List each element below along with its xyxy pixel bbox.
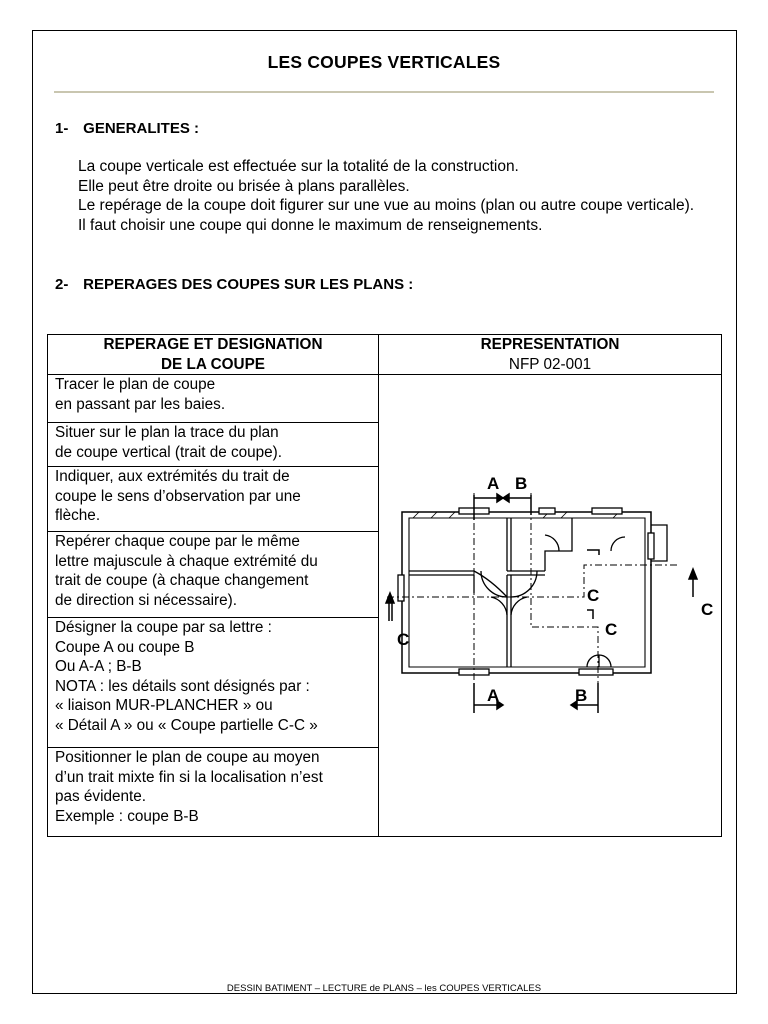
cell-line: d’un trait mixte fin si la localisation n’est [55,768,323,786]
cell-line: Coupe A ou coupe B [55,638,195,656]
table-header-row [48,335,722,375]
header-line: DE LA COUPE [161,355,265,373]
cell-line: coupe le sens d’observation par une [55,487,301,505]
page-footer: DESSIN BATIMENT – LECTURE de PLANS – les COUPES VERTICALES [226,983,542,994]
cell-line: Ou A-A ; B-B [55,658,142,675]
section-1-heading [55,120,199,137]
cell-line: Exemple : coupe B-B [55,807,199,825]
plan-label-c-mid-top: C [587,586,600,605]
reference-table [47,334,722,837]
cell-line: Situer sur le plan la trace du plan [55,424,279,441]
table-cell [48,618,379,748]
table-cell [48,532,379,618]
section-1-title: GENERALITES : [83,120,200,137]
cell-line: Tracer le plan de coupe [55,376,216,393]
plan-label-c-right: C [701,600,714,619]
cell-line: NOTA : les détails sont désignés par : [55,677,310,695]
section-1-body [78,157,723,235]
representation-cell [379,375,722,837]
table-row [48,375,722,423]
plan-label-b-top: B [515,474,528,493]
plan-label-c-left: C [397,630,410,649]
cell-line: flèche. [55,507,101,524]
section-1-number: 1- [55,120,69,137]
table-cell [48,748,379,837]
cell-line: Indiquer, aux extrémités du trait de [55,468,290,485]
header-line: REPRESENTATION [480,336,620,353]
table-cell [48,423,379,467]
cell-line: de direction si nécessaire). [55,591,237,609]
cell-line: « Détail A » ou « Coupe partielle C-C » [55,716,318,734]
cell-line: trait de coupe (à chaque changement [55,572,309,589]
cell-line: Désigner la coupe par sa lettre : [55,619,272,636]
header-line: REPERAGE ET DESIGNATION [103,336,323,353]
section-2-title: REPERAGES DES COUPES SUR LES PLANS : [83,276,414,293]
header-line: NFP 02-001 [508,355,592,373]
cell-line: « liaison MUR-PLANCHER » ou [55,697,273,714]
plan-label-c-mid-bottom: C [605,620,618,639]
header-representation [379,335,722,375]
section-2-number: 2- [55,276,69,293]
title-rule [54,91,714,93]
cell-line: en passant par les baies. [55,395,226,413]
plan-label-b-bottom: B [575,686,588,705]
table-cell [48,467,379,532]
cell-line: de coupe vertical (trait de coupe). [55,443,283,461]
paragraph: Elle peut être droite ou brisée à plans parallèles. [78,177,410,195]
page-title: LES COUPES VERTICALES [267,52,501,72]
floor-plan-drawing [379,375,721,838]
header-designation [48,335,379,375]
plan-label-a-top: A [487,474,500,493]
cell-line: Positionner le plan de coupe au moyen [55,749,320,766]
section-2-heading [55,276,413,293]
plan-label-a-bottom: A [487,686,500,705]
paragraph: Le repérage de la coupe doit figurer sur une vue au moins (plan ou autre coupe verticale). [78,197,695,214]
cell-line: Repérer chaque coupe par le même [55,533,300,550]
paragraph: La coupe verticale est effectuée sur la totalité de la construction. [78,158,519,175]
cell-line: lettre majuscule à chaque extrémité du [55,552,318,570]
table-cell [48,375,379,423]
paragraph: Il faut choisir une coupe qui donne le maximum de renseignements. [78,216,543,234]
cell-line: pas évidente. [55,788,146,805]
